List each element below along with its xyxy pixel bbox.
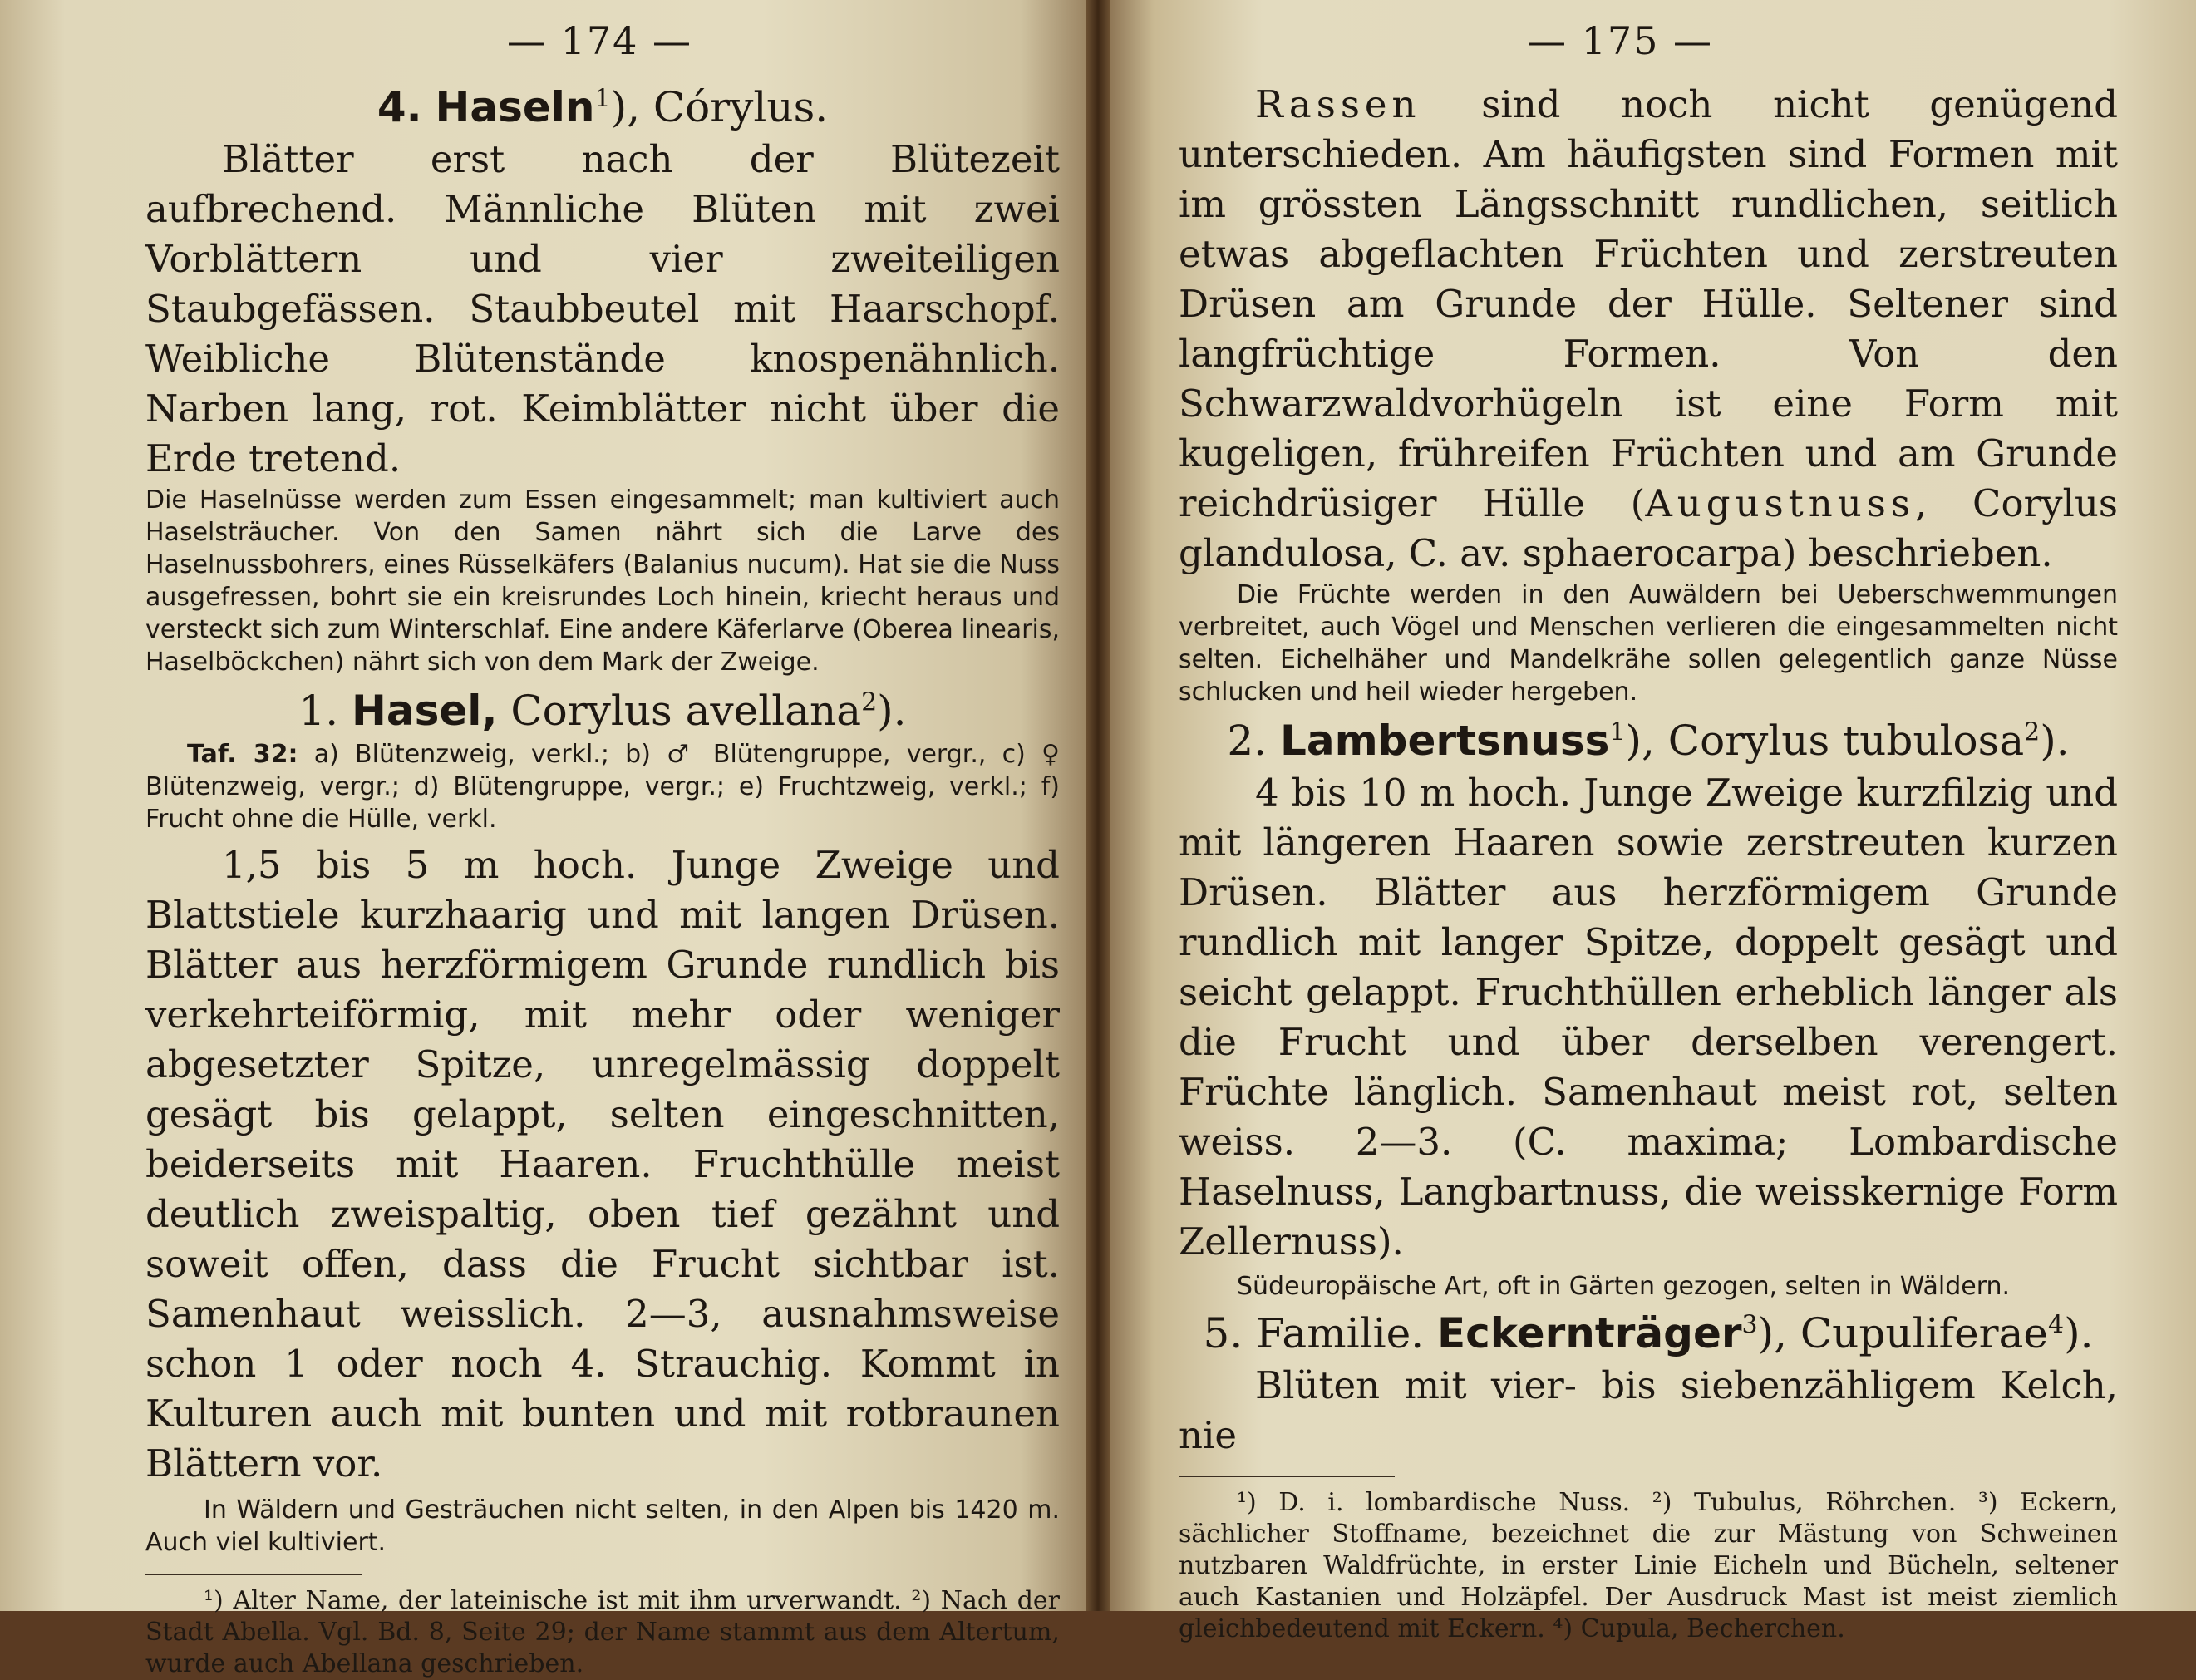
page-number: — 175 — [1528,18,1714,63]
family-heading [1179,1306,2118,1361]
footnote-divider [145,1574,362,1575]
genus-description: Blätter erst nach der Blütezeit aufbrechend. Männliche Blüten mit zwei Vorblättern und vier zweiteiligen Staubgefässen. Staubbeutel mit Haarschopf. Weibliche Blütenstände knospenähnlich. Narben lang, rot. Keimblätter nicht über die Erde tretend. [145,137,1060,480]
heading-footnote-mark: 1 [594,84,611,114]
left-text-column [145,80,1060,1680]
footnotes: ¹) Alter Name, der lateinische ist mit ihm urverwandt. ²) Nach der Stadt Abella. Vgl. Bd. 8, Seite 29; der Name stammt aus dem Altertum, wurde auch Abellana geschrieben. [145,1586,1060,1678]
left-page [0,0,1086,1678]
species-name: Lambertsnuss [1279,717,1610,765]
book-gutter [1086,0,1110,1611]
right-page [1110,0,2196,1643]
races-description [1179,80,2118,579]
right-text-column [1179,80,2118,1645]
species-number: 1. [298,687,339,735]
family-description: Blüten mit vier- bis siebenzähligem Kelch, nie [1179,1363,2118,1457]
footnotes: ¹) D. i. lombardische Nuss. ²) Tubulus, Röhrchen. ³) Eckern, sächlicher Stoffname, bezeichnet die zur Mästung von Schweinen nutzbaren Waldfrüchte, in erster Linie Eicheln und Bücheln, seltener auch Kastanien und Holzäpfel. Der Ausdruck Mast ist meist ziemlich gleichbedeutend mit Eckern. ⁴) Cupula, Becherchen. [1179,1488,2118,1643]
species-latin: Corylus avellana [510,687,862,735]
family-footnote-mark-2: 4 [2047,1310,2065,1340]
species-heading [1179,713,2118,768]
heading-name: Haseln [435,83,595,131]
species-close: ). [2040,717,2070,765]
species-habitat: Südeuropäische Art, oft in Gärten gezogen, selten in Wäldern. [1237,1272,2011,1301]
races-text: sind noch nicht genügend unterschieden. Am häufigsten sind Formen mit im grössten Längsschnitt rundlichen, seitlich etwas abgeflachten Früchten und zerstreuten Drüsen am Grunde der Hülle. Seltener sind langfrüchtige Formen. Von den Schwarzwaldvorhügeln ist eine Form mit kugeligen, frühreifen Früchten und am Grunde reichdrüsiger Hülle ( [1179,82,2118,525]
family-number: 5. Familie. [1203,1309,1425,1357]
family-close: ). [2064,1309,2094,1357]
species-habitat: In Wäldern und Gesträuchen nicht selten, in den Alpen bis 1420 m. Auch viel kultiviert. [145,1495,1060,1557]
heading-latin: ), Córylus. [610,83,829,131]
footnote-divider [1179,1476,1395,1477]
species-footnote-mark: 2 [861,687,878,717]
plate-reference [145,738,1060,835]
species-description: 4 bis 10 m hoch. Junge Zweige kurzfilzig und mit längeren Haaren sowie zerstreuten kurzen Drüsen. Blätter aus herzförmigem Grunde rundlich mit langer Spitze, doppelt gesägt und seicht gelappt. Fruchthüllen erheblich länger als die Frucht und über derselben verengert. Früchte länglich. Samenhaut meist rot, selten weiss. 2—3. (C. maxima; Lombardische Haselnuss, Langbartnuss, die weisskernige Form Zellernuss). [1179,771,2118,1264]
species-description: 1,5 bis 5 m hoch. Junge Zweige und Blattstiele kurzhaarig und mit langen Drüsen. Blätter aus herzförmigem Grunde rundlich bis verkehrteiförmig, mit mehr oder weniger abgesetzter Spitze, unregelmässig doppelt gesägt bis gelappt, selten eingeschnitten, beiderseits mit Haaren. Fruchthülle meist deutlich zweispaltig, oben tief gezähnt und soweit offen, dass die Frucht sichtbar ist. Samenhaut weisslich. 2—3, ausnahmsweise schon 1 oder noch 4. Strauchig. Kommt in Kulturen auch mit bunten und mit rotbraunen Blättern vor. [145,843,1060,1485]
races-term: Rassen [1255,82,1421,126]
page-number: — 174 — [507,18,693,63]
plate-label: Taf. 32: [187,740,298,769]
family-footnote-mark-1: 3 [1741,1310,1758,1340]
genus-heading [145,80,1060,135]
species-footnote-mark-2: 2 [2024,717,2041,747]
races-text-end: , Corylus glandulosa, C. av. sphaerocarpa) beschrieben. [1179,481,2118,575]
family-latin: ), Cupuliferae [1757,1309,2048,1357]
heading-number: 4. [377,83,422,131]
species-close: ). [877,687,907,735]
dispersal-notes: Die Früchte werden in den Auwäldern bei Ueberschwemmungen verbreitet, auch Vögel und Menschen verlieren die eingesammelten nicht selten. Eichelhäher und Mandelkrähe sollen gelegentlich ganze Nüsse schlucken und heil wieder hergeben. [1179,580,2118,707]
species-heading [145,683,1060,738]
augustnuss-term: Augustnuss [1645,481,1915,525]
species-latin: ), Corylus tubulosa [1625,717,2025,765]
species-name: Hasel, [352,687,498,735]
family-name: Eckernträger [1437,1309,1742,1357]
species-number: 2. [1227,717,1268,765]
plate-text: a) Blütenzweig, verkl.; b) ♂ Blütengruppe, vergr., c) ♀ Blütenzweig, vergr.; d) Blütengruppe, vergr.; e) Fruchtzweig, verkl.; f) Frucht ohne die Hülle, verkl. [145,740,1061,834]
species-footnote-mark-1: 1 [1609,717,1626,747]
genus-notes: Die Haselnüsse werden zum Essen eingesammelt; man kultiviert auch Haselsträucher. Von den Samen nährt sich die Larve des Haselnussbohrers, eines Rüsselkäfers (Balanius nucum). Hat sie die Nuss ausgefressen, bohrt sie ein kreisrundes Loch hinein, kriecht heraus und versteckt sich zum Winterschlaf. Eine andere Käferlarve (Oberea linearis, Haselböckchen) nährt sich von dem Mark der Zweige. [145,485,1060,677]
